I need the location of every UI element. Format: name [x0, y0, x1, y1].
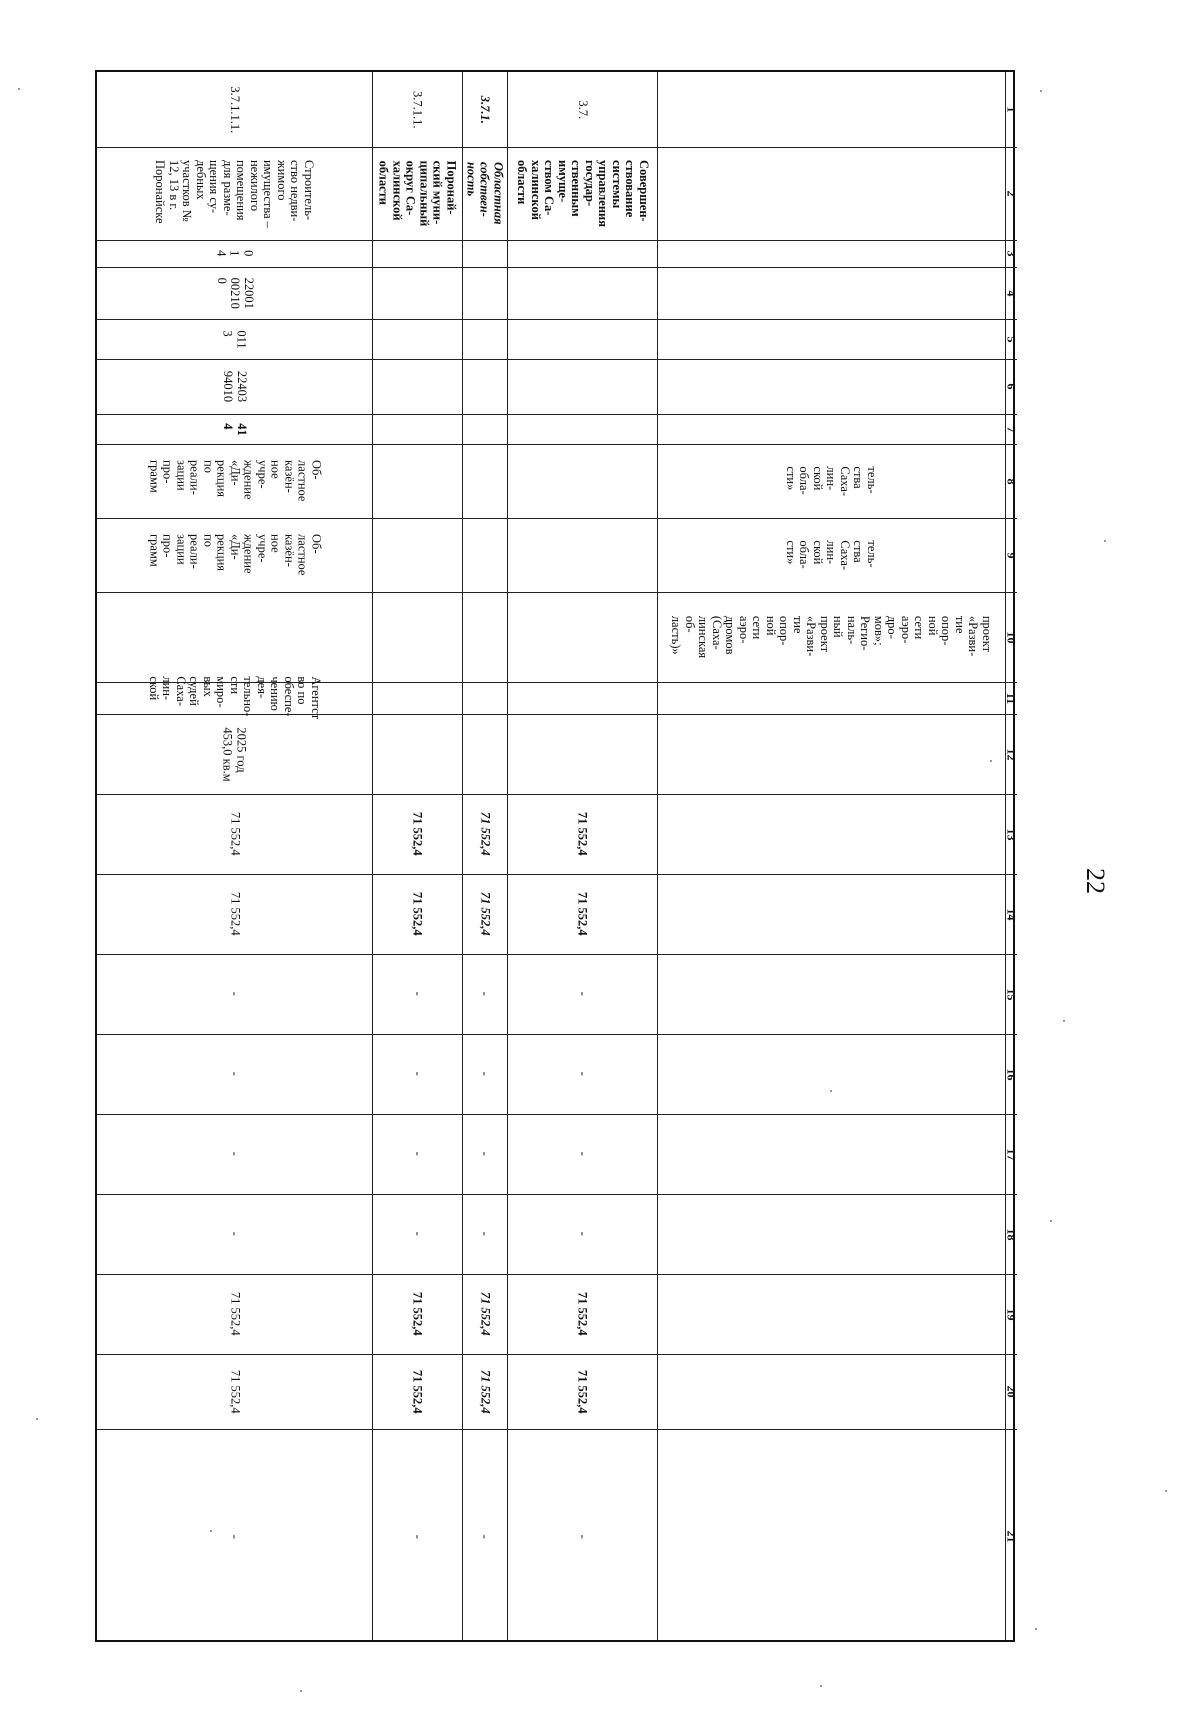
continuation-text-cell [657, 444, 1005, 518]
column-number: 4 [1004, 289, 1019, 296]
subsection-row-name: Областная собствен- ность [464, 162, 506, 225]
continuation-text: тель- ства Саха- лин- ской обла- сти» [784, 540, 880, 570]
budget-table [95, 70, 1019, 1642]
column-number-cell [1005, 240, 1017, 267]
district-row-name-cell [372, 147, 462, 240]
district-row-c17: - [410, 1151, 425, 1157]
district-row-c18: - [410, 1231, 425, 1237]
section-row-number-cell [507, 72, 657, 147]
item-row-c14: 71 552,4 [228, 892, 243, 936]
scan-speck [36, 1418, 38, 1420]
district-row-name: Поронай- ский муни- ципальный округ Са- халинской области [376, 160, 459, 227]
item-row-c7: 41 4 [221, 422, 249, 436]
section-row-c16: - [575, 1071, 590, 1077]
column-number: 21 [1004, 1530, 1019, 1543]
section-row-c19-cell [507, 1274, 657, 1354]
subsection-row-c21-cell [462, 1429, 507, 1644]
column-number: 19 [1004, 1307, 1019, 1320]
district-row-c20-cell [372, 1354, 462, 1429]
item-row-c12-cell [97, 714, 372, 794]
district-row-c15-cell [372, 954, 462, 1034]
section-row-c17: - [575, 1151, 590, 1157]
item-row-c15: - [228, 991, 243, 997]
column-number-cell [1005, 444, 1017, 518]
column-number: 18 [1004, 1227, 1019, 1240]
column-number-cell [1005, 267, 1017, 319]
subsection-row-c13-cell [462, 794, 507, 874]
column-number-cell [1005, 592, 1017, 682]
district-row-c14: 71 552,4 [410, 892, 425, 936]
item-row-c9-cell [97, 518, 372, 592]
subsection-row-c17: - [478, 1151, 493, 1157]
district-row-c21: - [410, 1534, 425, 1539]
continuation-text: проект «Разви- тие опор- ной сети аэро- дро- мов»; Регио- наль- ный проект «Разви- тие опор- ной сети аэро- дромов (Саха- линская об- ласть)» [669, 615, 994, 659]
subsection-row-c14: 71 552,4 [478, 892, 493, 936]
column-number-cell [1005, 359, 1017, 414]
item-row-c11: Агентст во по обеспе- чению дея- тельно- сти миро- вых судей Саха- лин- ской [147, 676, 324, 720]
column-number: 3 [1004, 250, 1019, 257]
item-row-c3: 0 1 4 [214, 250, 256, 257]
subsection-row-name-cell [462, 147, 507, 240]
column-number-cell [1005, 414, 1017, 444]
subsection-row-number-cell [462, 72, 507, 147]
district-row-c19-cell [372, 1274, 462, 1354]
section-row-c20: 71 552,4 [575, 1369, 590, 1414]
column-number-cell [1005, 147, 1017, 240]
column-number: 17 [1004, 1147, 1019, 1160]
subsection-row-c21: - [478, 1534, 493, 1539]
scan-speck [1104, 540, 1106, 542]
item-row-c21: - [228, 1534, 243, 1539]
item-row-c7-cell [97, 414, 372, 444]
item-row-c3-cell [97, 240, 372, 267]
item-row-c13-cell [97, 794, 372, 874]
column-number-cell [1005, 1274, 1017, 1354]
item-row-c20-cell [97, 1354, 372, 1429]
column-number: 12 [1004, 747, 1019, 760]
column-number: 1 [1004, 106, 1019, 113]
item-row-name: Строитель- ство недви- жимого имущества – нежилого помещения для разме- щения су- дебных участков № 12, 13 в г. Поронайске [153, 159, 317, 228]
item-row-c16-cell [97, 1034, 372, 1114]
item-row-c8-cell [97, 444, 372, 518]
item-row-c14-cell [97, 874, 372, 954]
subsection-row-c18: - [478, 1231, 493, 1237]
column-number: 8 [1004, 477, 1019, 484]
item-row-c19: 71 552,4 [228, 1292, 243, 1336]
item-row-c17-cell [97, 1114, 372, 1194]
subsection-row-c17-cell [462, 1114, 507, 1194]
item-row-c16: - [228, 1071, 243, 1077]
item-row-c6-cell [97, 359, 372, 414]
subsection-row-c15: - [478, 991, 493, 997]
scan-speck [1035, 1628, 1037, 1630]
column-number-cell [1005, 319, 1017, 359]
column-number-cell [1005, 1114, 1017, 1194]
section-row-name-cell [507, 147, 657, 240]
scan-speck [300, 1690, 302, 1692]
continuation-text-cell [657, 592, 1005, 682]
section-row-c13-cell [507, 794, 657, 874]
subsection-row-c20: 71 552,4 [478, 1369, 493, 1414]
section-row-c18: - [575, 1231, 590, 1237]
section-row-c13: 71 552,4 [575, 812, 590, 856]
column-number-cell [1005, 1034, 1017, 1114]
column-number: 9 [1004, 551, 1019, 558]
district-row-c18-cell [372, 1194, 462, 1274]
section-row-c21-cell [507, 1429, 657, 1644]
section-row-c17-cell [507, 1114, 657, 1194]
subsection-row-c16: - [478, 1071, 493, 1077]
item-row-name-cell [97, 147, 372, 240]
subsection-row-c19: 71 552,4 [478, 1292, 493, 1336]
section-row-c15: - [575, 991, 590, 997]
item-row-c4: 22001 00210 0 [214, 277, 256, 309]
column-number: 11 [1004, 692, 1019, 704]
section-row-c16-cell [507, 1034, 657, 1114]
section-row-c14-cell [507, 874, 657, 954]
column-number: 5 [1004, 335, 1019, 342]
section-row-c15-cell [507, 954, 657, 1034]
column-number: 16 [1004, 1067, 1019, 1080]
district-row-c16-cell [372, 1034, 462, 1114]
column-number: 7 [1004, 425, 1019, 432]
column-number-cell [1005, 72, 1017, 147]
district-row-c17-cell [372, 1114, 462, 1194]
item-row-c17: - [228, 1151, 243, 1157]
scan-speck [1165, 1490, 1167, 1492]
district-row-c20: 71 552,4 [410, 1369, 425, 1414]
item-row-number-cell [97, 72, 372, 147]
district-row-number: 3.7.1.1. [410, 90, 425, 129]
district-row-number-cell [372, 72, 462, 147]
column-number-cell [1005, 954, 1017, 1034]
column-number-cell [1005, 1194, 1017, 1274]
item-row-c15-cell [97, 954, 372, 1034]
scan-speck [1063, 1020, 1065, 1022]
item-row-c12: 2025 год 453,0 кв.м [221, 726, 249, 782]
subsection-row-c19-cell [462, 1274, 507, 1354]
scan-speck [990, 760, 992, 762]
subsection-row-c13: 71 552,4 [478, 812, 493, 856]
district-row-c13: 71 552,4 [410, 812, 425, 856]
section-row-name: Совершен- ствование системы управления государ- ственным имуще- ством Са- халинской области [515, 160, 651, 227]
column-number-cell [1005, 682, 1017, 714]
row-separator [657, 72, 658, 1640]
continuation-text: тель- ства Саха- лин- ской обла- сти» [784, 466, 880, 496]
column-number-cell [1005, 794, 1017, 874]
district-row-c14-cell [372, 874, 462, 954]
column-number: 14 [1004, 907, 1019, 920]
subsection-row-c18-cell [462, 1194, 507, 1274]
item-row-c4-cell [97, 267, 372, 319]
section-row-c14: 71 552,4 [575, 892, 590, 936]
section-row-c19: 71 552,4 [575, 1292, 590, 1336]
column-number-cell [1005, 1429, 1017, 1644]
continuation-text-cell [657, 518, 1005, 592]
column-number: 2 [1004, 190, 1019, 197]
item-row-c13: 71 552,4 [228, 812, 243, 856]
column-number-cell [1005, 714, 1017, 794]
subsection-row-c14-cell [462, 874, 507, 954]
subsection-row-c16-cell [462, 1034, 507, 1114]
scan-speck [210, 1530, 212, 1532]
item-row-c18: - [228, 1231, 243, 1237]
section-row-c20-cell [507, 1354, 657, 1429]
scan-speck [1050, 1220, 1052, 1222]
scan-speck [18, 88, 20, 90]
column-number-cell [1005, 874, 1017, 954]
item-row-number: 3.7.1.1.1. [228, 86, 243, 133]
item-row-c20: 71 552,4 [228, 1369, 243, 1414]
item-row-c18-cell [97, 1194, 372, 1274]
column-number: 15 [1004, 987, 1019, 1000]
scan-speck [820, 1685, 822, 1687]
section-row-c21: - [575, 1534, 590, 1539]
district-row-c16: - [410, 1071, 425, 1077]
scan-speck [1040, 90, 1042, 92]
district-row-c19: 71 552,4 [410, 1292, 425, 1336]
item-row-c5-cell [97, 319, 372, 359]
item-row-c9: Об- ластное казён- ное учре- ждение «Ди- рекция по реали- зации про- грамм [147, 534, 324, 576]
page-number: 22 [1081, 868, 1110, 894]
column-number-cell [1005, 518, 1017, 592]
scan-speck [830, 1090, 832, 1092]
subsection-row-c20-cell [462, 1354, 507, 1429]
column-number: 6 [1004, 383, 1019, 390]
district-row-c21-cell [372, 1429, 462, 1644]
subsection-row-c15-cell [462, 954, 507, 1034]
item-row-c19-cell [97, 1274, 372, 1354]
item-row-c5: 011 3 [221, 329, 249, 349]
item-row-c11-cell [97, 676, 372, 720]
district-row-c13-cell [372, 794, 462, 874]
district-row-c15: - [410, 991, 425, 997]
subsection-row-number: 3.7.1. [478, 95, 493, 124]
column-number: 20 [1004, 1385, 1019, 1398]
item-row-c21-cell [97, 1429, 372, 1644]
column-number: 13 [1004, 827, 1019, 840]
column-number-cell [1005, 1354, 1017, 1429]
column-number: 10 [1004, 630, 1019, 643]
section-row-c18-cell [507, 1194, 657, 1274]
item-row-c8: Об- ластное казён- ное учре- ждение «Ди- рекция по реали- зации про- грамм [147, 460, 324, 502]
item-row-c6: 22403 94010 [221, 370, 249, 403]
section-row-number: 3.7. [575, 100, 590, 119]
